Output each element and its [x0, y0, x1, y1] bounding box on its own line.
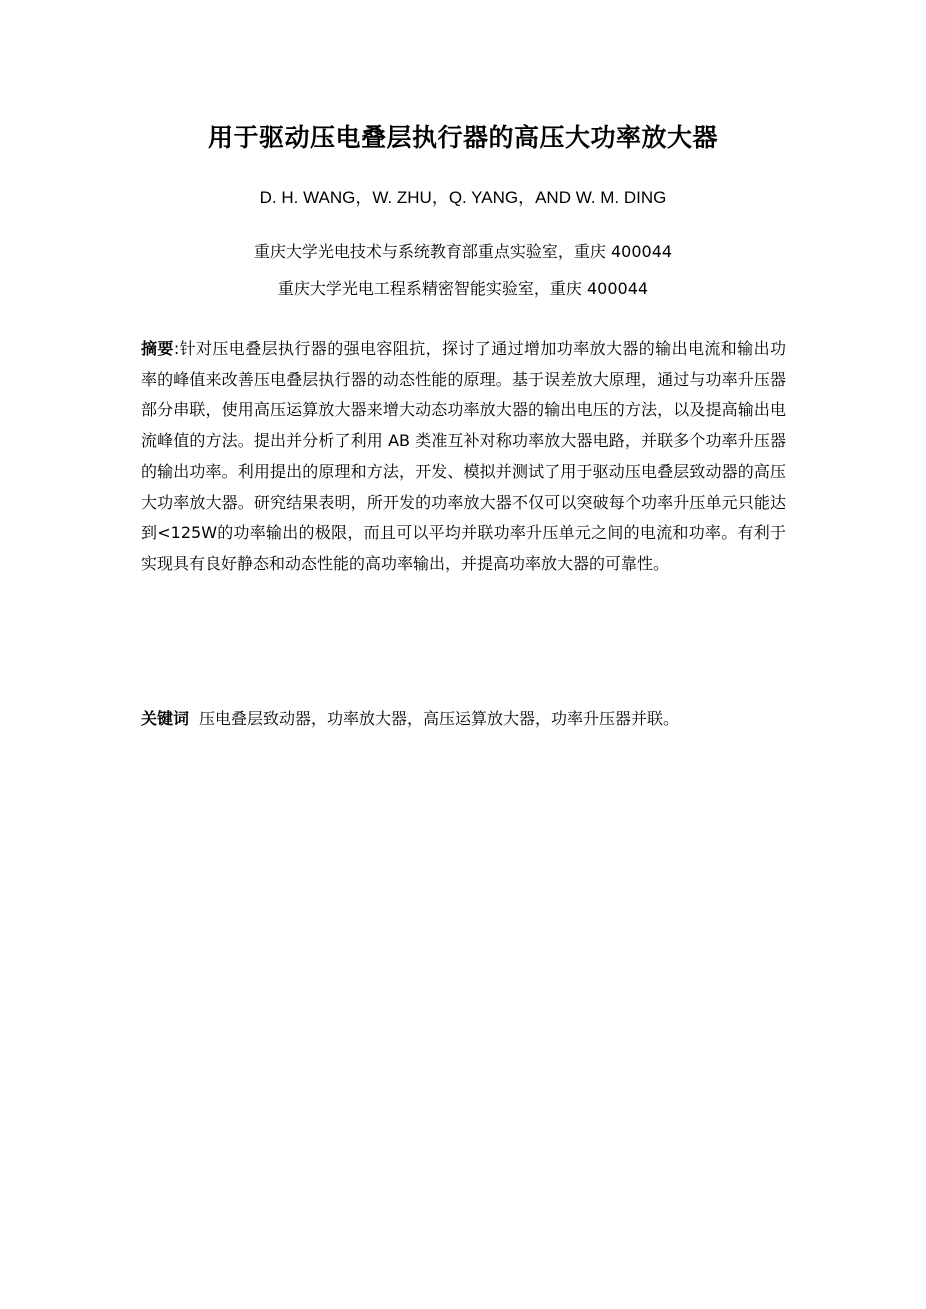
abstract-separator: :: [173, 339, 180, 358]
abstract-paragraph: [141, 334, 786, 580]
affiliation-2: 重庆大学光电工程系精密智能实验室，重庆 400044: [277, 279, 649, 298]
paper-title: 用于驱动压电叠层执行器的高压大功率放大器: [207, 123, 718, 152]
keywords-label: 关键词: [141, 709, 190, 728]
keywords-text: 压电叠层致动器，功率放大器，高压运算放大器，功率升压器并联。: [199, 709, 680, 728]
affiliation-1: 重庆大学光电技术与系统教育部重点实验室，重庆 400044: [253, 242, 673, 261]
abstract-text: 针对压电叠层执行器的强电容阻抗，探讨了通过增加功率放大器的输出电流和输出功率的峰值来改善压电叠层执行器的动态性能的原理。基于误差放大原理，通过与功率升压器部分串联，使用高压运算放大器来增大动态功率放大器的输出电压的方法，以及提高输出电流峰值的方法。提出并分析了利用 AB 类准互补对称功率放大器电路，并联多个功率升压器的输出功率。利用提出的原理和方法，开发、模拟并测试了用于驱动压电叠层致动器的高压大功率放大器。研究结果表明，所开发的功率放大器不仅可以突破每个功率升压单元只能达到<125W的功率输出的极限，而且可以平均并联功率升压单元之间的电流和功率。有利于实现具有良好静态和动态性能的高功率输出，并提高功率放大器的可靠性。: [141, 339, 786, 573]
abstract-label: 摘要: [141, 339, 174, 358]
keywords-section: [141, 704, 786, 734]
author-list: D. H. WANG，W. ZHU，Q. YANG，AND W. M. DING: [259, 188, 667, 207]
